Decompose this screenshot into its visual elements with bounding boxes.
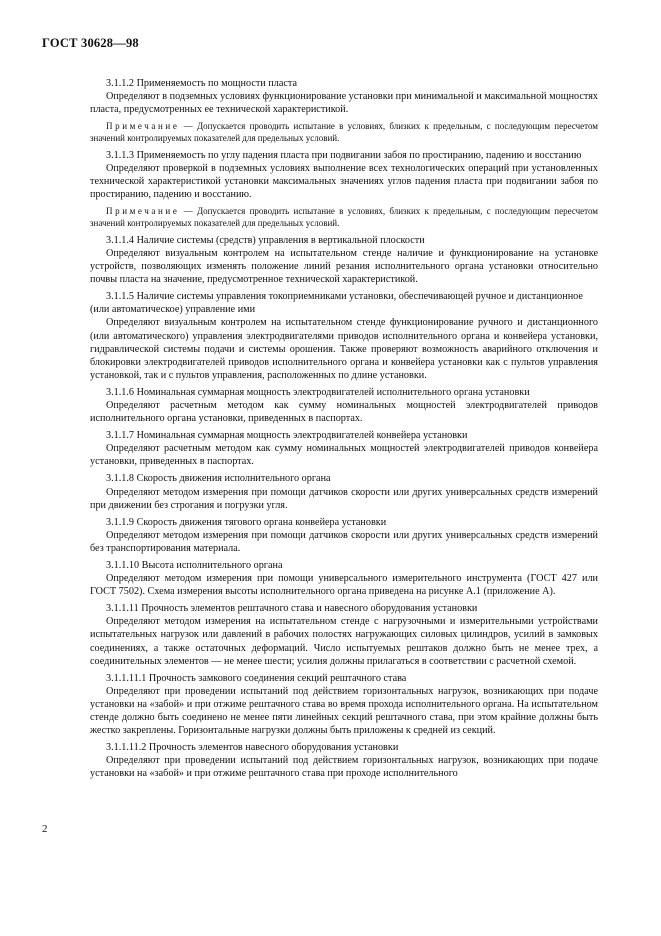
note-text: — Допускается проводить испытание в условиях, близких к предельным, с последующим пересчетом значений контролируемых показателей для предельных условий. <box>90 121 598 143</box>
section-heading: 3.1.1.8 Скорость движения исполнительного органа <box>106 473 331 485</box>
body-paragraph: Определяют визуальным контролем на испытательном стенде функционирование ручного и дистанционного (или автоматического) управления электродвигателями приводов исполнительного органа и конвейера установки, гидравлической системы подачи и системы орошения. Также проверяют возможность аварийного отключения и блокировки электродвигателей приводов исполнительного органа и конвейера установки как с пультов управления установкой, так и с пультов управления, расположенных по длине установки. <box>90 317 598 381</box>
body-paragraph: Определяют методом измерения при помощи датчиков скорости или других универсальных средств измерений без транспортирования материала. <box>90 529 598 554</box>
document-body <box>90 77 598 781</box>
body-paragraph: Определяют в подземных условиях функционирование установки при минимальной и максимальной мощностях пласта, предусмотренных ее технической характеристикой. <box>90 91 598 116</box>
note-label: Примечание <box>106 206 180 217</box>
section-heading: 3.1.1.7 Номинальная суммарная мощность электродвигателей конвейера установки <box>106 430 468 442</box>
section-heading: 3.1.1.11.2 Прочность элементов навесного оборудования установки <box>106 742 399 754</box>
body-paragraph: Определяют расчетным методом как сумму номинальных мощностей электродвигателей приводов исполнительного органа установки, приведенных в паспортах. <box>90 399 598 425</box>
body-paragraph: Определяют методом измерения на испытательном стенде с нагрузочными и измерительными устройствами испытательных нагрузок или давлений в рабочих полостях нагружающих силовых цилиндров, усилий в замковых соединениях, а также остаточных деформаций. Число испытуемых рештаков должно быть не менее трех, а соединительных элементов — не менее шести; усилия должны прилагаться в соответствии с расчетной схемой. <box>90 616 598 667</box>
page-number: 2 <box>42 823 48 835</box>
body-paragraph: Определяют методом измерения при помощи универсального измерительного инструмента (ГОСТ 427 или ГОСТ 7502). Схема измерения высоты исполнительного органа приведена на рисунке А.1 (приложение А). <box>90 573 598 598</box>
section-heading: 3.1.1.3 Применяемость по углу падения пласта при подвигании забоя по простиранию, падению и восстанию <box>106 149 582 161</box>
section-heading: 3.1.1.11 Прочность элементов рештачного става и навесного оборудования установки <box>106 603 478 615</box>
note-label: Примечание <box>106 121 180 132</box>
body-paragraph: Определяют визуальным контролем на испытательном стенде наличие и функционирование на установке устройств, позволяющих изменять положение линий резания исполнительного органа установки относительно почвы пласта на значение, предусмотренное технической характеристикой. <box>90 247 598 286</box>
section-heading: 3.1.1.5 Наличие системы управления токоприемниками установки, обеспечивающей ручное и дистанционное (или автоматическое) управление ими <box>90 291 583 316</box>
note-paragraph <box>90 206 598 229</box>
body-paragraph: Определяют методом измерения при помощи датчиков скорости или других универсальных средств измерений при движении без строгания и погрузки угля. <box>90 486 598 511</box>
body-paragraph: Определяют при проведении испытаний под действием горизонтальных нагрузок, возникающих при подаче установки на «забой» и при отжиме рештачного става во время прохода исполнительного органа. На испытательном стенде должно быть соединено не менее пяти линейных секций рештачного става, при этом крайние должны быть жестко закреплены. Горизонтальные нагрузки должны быть приложены к средней из секций. <box>90 685 598 737</box>
body-paragraph: Определяют проверкой в подземных условиях выполнение всех технологических операций при установленных технической характеристикой установки максимальных значениях углов падения пласта при подвигании забоя по простиранию, падению и восстанию. <box>90 162 598 201</box>
section-heading: 3.1.1.11.1 Прочность замкового соединения секций рештачного става <box>106 672 407 684</box>
section-heading: 3.1.1.9 Скорость движения тягового органа конвейера установки <box>106 516 387 528</box>
body-paragraph: Определяют расчетным методом как сумму номинальных мощностей электродвигателей приводов конвейера установки, приведенных в паспортах. <box>90 443 598 468</box>
note-paragraph <box>90 121 598 144</box>
section-heading: 3.1.1.6 Номинальная суммарная мощность электродвигателей исполнительного органа установки <box>106 386 530 398</box>
body-paragraph: Определяют при проведении испытаний под действием горизонтальных нагрузок, возникающих при подаче установки на «забой» и при отжиме рештачного става при проходе исполнительного <box>90 755 598 780</box>
section-heading: 3.1.1.10 Высота исполнительного органа <box>106 560 283 571</box>
page-header: ГОСТ 30628—98 <box>42 36 139 50</box>
note-text: — Допускается проводить испытание в условиях, близких к предельным, с последующим пересчетом значений контролируемых показателей для предельных условий. <box>90 206 598 228</box>
section-heading: 3.1.1.4 Наличие системы (средств) управления в вертикальной плоскости <box>106 234 425 246</box>
section-heading: 3.1.1.2 Применяемость по мощности пласта <box>106 78 297 89</box>
